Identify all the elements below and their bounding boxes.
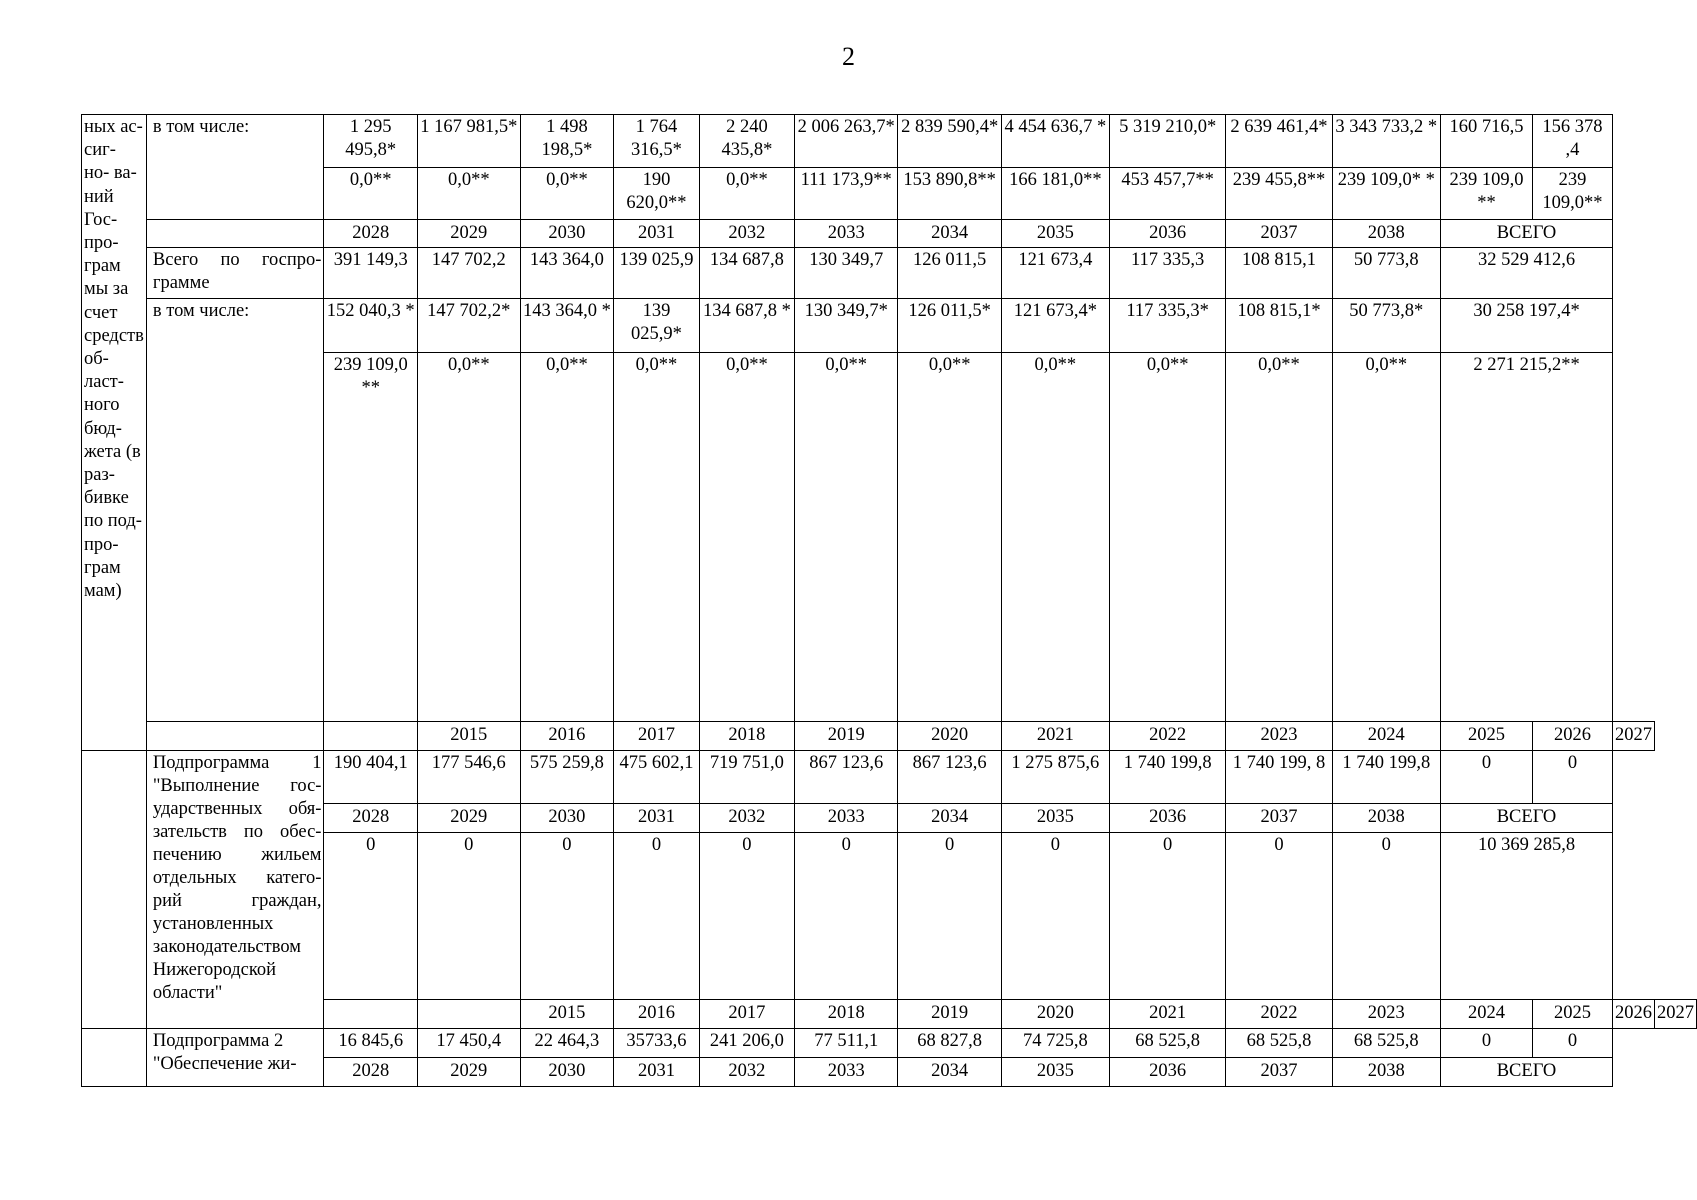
table-cell: 0 bbox=[1441, 1029, 1533, 1058]
table-row bbox=[82, 1058, 1697, 1087]
table-cell: 160 716,5 bbox=[1441, 115, 1533, 168]
table-cell: 0,0** bbox=[614, 353, 700, 722]
total-cell: 2 271 215,2** bbox=[1441, 353, 1613, 722]
table-cell bbox=[82, 1029, 147, 1087]
table-cell: 130 349,7 bbox=[795, 248, 898, 299]
table-cell bbox=[324, 722, 417, 751]
row-label: в том числе: bbox=[146, 299, 324, 722]
year-cell: 2036 bbox=[1109, 220, 1226, 248]
table-cell: 0,0** bbox=[1109, 353, 1226, 722]
year-cell: 2036 bbox=[1109, 1058, 1226, 1087]
year-cell: 2033 bbox=[795, 804, 898, 833]
table-cell: 139 025,9 bbox=[614, 248, 700, 299]
table-cell: 0,0** bbox=[417, 168, 520, 220]
year-cell: 2027 bbox=[1655, 1000, 1697, 1029]
table-cell: 1 275 875,6 bbox=[1001, 751, 1109, 804]
year-cell: 2023 bbox=[1332, 1000, 1440, 1029]
table-cell: 16 845,6 bbox=[324, 1029, 417, 1058]
year-cell: 2034 bbox=[898, 1058, 1001, 1087]
table-cell: 126 011,5 bbox=[898, 248, 1001, 299]
table-cell: 121 673,4 bbox=[1001, 248, 1109, 299]
table-cell: 0,0** bbox=[1332, 353, 1440, 722]
table-cell: 0,0** bbox=[699, 168, 794, 220]
table-row bbox=[82, 115, 1697, 168]
table-cell: 0 bbox=[1441, 751, 1533, 804]
year-cell: 2022 bbox=[1226, 1000, 1332, 1029]
year-cell: 2016 bbox=[520, 722, 613, 751]
table-cell: 239 455,8** bbox=[1226, 168, 1332, 220]
year-cell: 2032 bbox=[699, 804, 794, 833]
table-cell: 2 639 461,4* bbox=[1226, 115, 1332, 168]
year-cell: 2024 bbox=[1441, 1000, 1533, 1029]
table-cell: 0,0** bbox=[795, 353, 898, 722]
table-cell: 68 827,8 bbox=[898, 1029, 1001, 1058]
year-cell: 2018 bbox=[795, 1000, 898, 1029]
year-cell: 2015 bbox=[417, 722, 520, 751]
year-cell: 2035 bbox=[1001, 1058, 1109, 1087]
table-cell: 117 335,3 bbox=[1109, 248, 1226, 299]
table-cell: 130 349,7* bbox=[795, 299, 898, 353]
year-cell: 2036 bbox=[1109, 804, 1226, 833]
year-cell: 2015 bbox=[520, 1000, 613, 1029]
table-cell: 2 006 263,7* bbox=[795, 115, 898, 168]
table-cell: 153 890,8** bbox=[898, 168, 1001, 220]
total-cell: 32 529 412,6 bbox=[1441, 248, 1613, 299]
side-label: ных ас- сиг- но- ва- ний Гос- про- грам мы за счет средств об- ласт- ного бюд- жета (в раз- бивке по под- про- грам мам) bbox=[82, 115, 147, 751]
table-cell bbox=[82, 751, 147, 1029]
total-header: ВСЕГО bbox=[1441, 1058, 1613, 1087]
table-row bbox=[82, 722, 1697, 751]
table-cell: 0,0** bbox=[898, 353, 1001, 722]
year-cell: 2019 bbox=[795, 722, 898, 751]
year-cell: 2034 bbox=[898, 220, 1001, 248]
table-row bbox=[82, 1000, 1697, 1029]
year-cell: 2037 bbox=[1226, 804, 1332, 833]
table-row bbox=[82, 751, 1697, 804]
table-cell: 121 673,4* bbox=[1001, 299, 1109, 353]
table-cell: 0,0** bbox=[520, 353, 613, 722]
table-row bbox=[82, 248, 1697, 299]
table-cell: 1 740 199,8 bbox=[1109, 751, 1226, 804]
year-cell: 2017 bbox=[614, 722, 700, 751]
table-cell: 190 404,1 bbox=[324, 751, 417, 804]
row-label: в том числе: bbox=[146, 115, 324, 220]
page-number: 2 bbox=[842, 42, 855, 71]
year-cell: 2017 bbox=[699, 1000, 794, 1029]
subprogram-1-label: Подпрограмма 1 "Выполнение гос- ударственных обя- зательств по обес- печению жильем отдельных катего- рий граждан, установленных законодательством Нижегородской области" bbox=[146, 751, 324, 1029]
year-cell: 2025 bbox=[1532, 1000, 1612, 1029]
table-cell: 0,0** bbox=[1001, 353, 1109, 722]
year-cell: 2030 bbox=[520, 804, 613, 833]
table-cell: 108 815,1 bbox=[1226, 248, 1332, 299]
year-cell: 2031 bbox=[614, 804, 700, 833]
row-label: Всего по госпро- грамме bbox=[146, 248, 324, 299]
year-cell: 2033 bbox=[795, 1058, 898, 1087]
total-cell: 30 258 197,4* bbox=[1441, 299, 1613, 353]
year-cell: 2034 bbox=[898, 804, 1001, 833]
table-cell: 143 364,0 bbox=[520, 248, 613, 299]
table-cell: 867 123,6 bbox=[898, 751, 1001, 804]
total-header: ВСЕГО bbox=[1441, 804, 1613, 833]
total-cell: 10 369 285,8 bbox=[1441, 833, 1613, 1000]
table-row bbox=[82, 353, 1697, 722]
table-cell: 1 167 981,5* bbox=[417, 115, 520, 168]
year-cell: 2018 bbox=[699, 722, 794, 751]
table-cell: 0 bbox=[1109, 833, 1226, 1000]
year-cell: 2026 bbox=[1532, 722, 1612, 751]
budget-table bbox=[81, 114, 1697, 1087]
year-cell: 2019 bbox=[898, 1000, 1001, 1029]
table-cell: 22 464,3 bbox=[520, 1029, 613, 1058]
table-row bbox=[82, 168, 1697, 220]
table-cell: 77 511,1 bbox=[795, 1029, 898, 1058]
year-cell: 2035 bbox=[1001, 220, 1109, 248]
table-cell: 0 bbox=[1532, 1029, 1612, 1058]
table-cell: 2 839 590,4* bbox=[898, 115, 1001, 168]
table-cell: 575 259,8 bbox=[520, 751, 613, 804]
year-cell: 2023 bbox=[1226, 722, 1332, 751]
year-cell: 2028 bbox=[324, 1058, 417, 1087]
table-cell: 147 702,2 bbox=[417, 248, 520, 299]
table-cell: 239 109,0* * bbox=[1332, 168, 1440, 220]
table-cell: 1 498 198,5* bbox=[520, 115, 613, 168]
table-cell: 50 773,8 bbox=[1332, 248, 1440, 299]
table-cell: 1 295 495,8* bbox=[324, 115, 417, 168]
table-cell: 126 011,5* bbox=[898, 299, 1001, 353]
table-row bbox=[82, 299, 1697, 353]
table-cell: 0 bbox=[614, 833, 700, 1000]
table-cell: 867 123,6 bbox=[795, 751, 898, 804]
table-cell: 68 525,8 bbox=[1109, 1029, 1226, 1058]
year-cell: 2038 bbox=[1332, 804, 1440, 833]
year-cell: 2020 bbox=[1001, 1000, 1109, 1029]
year-cell: 2021 bbox=[1109, 1000, 1226, 1029]
table-cell: 0 bbox=[898, 833, 1001, 1000]
table-cell bbox=[146, 722, 324, 751]
year-cell: 2029 bbox=[417, 220, 520, 248]
table-row bbox=[82, 833, 1697, 1000]
table-cell: 2 240 435,8* bbox=[699, 115, 794, 168]
table-cell: 117 335,3* bbox=[1109, 299, 1226, 353]
table-cell: 453 457,7** bbox=[1109, 168, 1226, 220]
table-cell: 0 bbox=[324, 833, 417, 1000]
year-cell: 2038 bbox=[1332, 220, 1440, 248]
subprogram-2-label: Подпрограмма 2 "Обеспечение жи- bbox=[146, 1029, 324, 1087]
table-cell: 68 525,8 bbox=[1332, 1029, 1440, 1058]
table-cell: 166 181,0** bbox=[1001, 168, 1109, 220]
table-cell: 0 bbox=[1226, 833, 1332, 1000]
table-cell: 0 bbox=[795, 833, 898, 1000]
table-cell: 1 740 199, 8 bbox=[1226, 751, 1332, 804]
table-row bbox=[82, 804, 1697, 833]
table-cell: 17 450,4 bbox=[417, 1029, 520, 1058]
table-cell: 0,0** bbox=[324, 168, 417, 220]
year-cell: 2029 bbox=[417, 804, 520, 833]
year-cell: 2028 bbox=[324, 804, 417, 833]
table-cell: 0 bbox=[417, 833, 520, 1000]
table-cell: 391 149,3 bbox=[324, 248, 417, 299]
table-cell: 156 378 ,4 bbox=[1532, 115, 1612, 168]
year-cell: 2031 bbox=[614, 1058, 700, 1087]
year-cell: 2035 bbox=[1001, 804, 1109, 833]
table-cell: 0,0** bbox=[417, 353, 520, 722]
year-cell: 2031 bbox=[614, 220, 700, 248]
table-cell: 5 319 210,0* bbox=[1109, 115, 1226, 168]
table-cell: 239 109,0 ** bbox=[324, 353, 417, 722]
table-cell: 147 702,2* bbox=[417, 299, 520, 353]
year-cell: 2021 bbox=[1001, 722, 1109, 751]
year-cell: 2029 bbox=[417, 1058, 520, 1087]
year-cell: 2020 bbox=[898, 722, 1001, 751]
table-row bbox=[82, 220, 1697, 248]
table-cell: 475 602,1 bbox=[614, 751, 700, 804]
table-cell: 134 687,8 * bbox=[699, 299, 794, 353]
table-cell: 719 751,0 bbox=[699, 751, 794, 804]
total-header: ВСЕГО bbox=[1441, 220, 1613, 248]
table-cell: 239 109,0 ** bbox=[1441, 168, 1533, 220]
table-cell: 0,0** bbox=[1226, 353, 1332, 722]
year-cell: 2032 bbox=[699, 1058, 794, 1087]
table-cell: 0 bbox=[1532, 751, 1612, 804]
table-cell: 152 040,3 * bbox=[324, 299, 417, 353]
table-cell: 1 764 316,5* bbox=[614, 115, 700, 168]
table-cell: 190 620,0** bbox=[614, 168, 700, 220]
table-cell: 111 173,9** bbox=[795, 168, 898, 220]
year-cell: 2026 bbox=[1613, 1000, 1655, 1029]
table-cell: 177 546,6 bbox=[417, 751, 520, 804]
table-cell: 1 740 199,8 bbox=[1332, 751, 1440, 804]
year-cell: 2030 bbox=[520, 220, 613, 248]
table-cell: 239 109,0** bbox=[1532, 168, 1612, 220]
table-cell: 0 bbox=[699, 833, 794, 1000]
table-cell: 108 815,1* bbox=[1226, 299, 1332, 353]
table-cell: 0 bbox=[520, 833, 613, 1000]
table-row bbox=[82, 1029, 1697, 1058]
table-cell bbox=[324, 1000, 417, 1029]
year-cell: 2025 bbox=[1441, 722, 1533, 751]
table-cell bbox=[146, 220, 324, 248]
table-cell: 4 454 636,7 * bbox=[1001, 115, 1109, 168]
table-cell: 139 025,9* bbox=[614, 299, 700, 353]
year-cell: 2037 bbox=[1226, 220, 1332, 248]
table-cell bbox=[417, 1000, 520, 1029]
table-cell: 3 343 733,2 * bbox=[1332, 115, 1440, 168]
table-cell: 50 773,8* bbox=[1332, 299, 1440, 353]
year-cell: 2037 bbox=[1226, 1058, 1332, 1087]
table-cell: 74 725,8 bbox=[1001, 1029, 1109, 1058]
year-cell: 2022 bbox=[1109, 722, 1226, 751]
table-cell: 68 525,8 bbox=[1226, 1029, 1332, 1058]
table-cell: 0,0** bbox=[699, 353, 794, 722]
table-cell: 134 687,8 bbox=[699, 248, 794, 299]
table-cell: 35733,6 bbox=[614, 1029, 700, 1058]
year-cell: 2033 bbox=[795, 220, 898, 248]
year-cell: 2024 bbox=[1332, 722, 1440, 751]
year-cell: 2016 bbox=[614, 1000, 700, 1029]
year-cell: 2028 bbox=[324, 220, 417, 248]
table-cell: 0 bbox=[1332, 833, 1440, 1000]
year-cell: 2030 bbox=[520, 1058, 613, 1087]
table-cell: 143 364,0 * bbox=[520, 299, 613, 353]
table-cell: 0 bbox=[1001, 833, 1109, 1000]
table-cell: 0,0** bbox=[520, 168, 613, 220]
year-cell: 2032 bbox=[699, 220, 794, 248]
table-cell: 241 206,0 bbox=[699, 1029, 794, 1058]
year-cell: 2038 bbox=[1332, 1058, 1440, 1087]
year-cell: 2027 bbox=[1613, 722, 1655, 751]
